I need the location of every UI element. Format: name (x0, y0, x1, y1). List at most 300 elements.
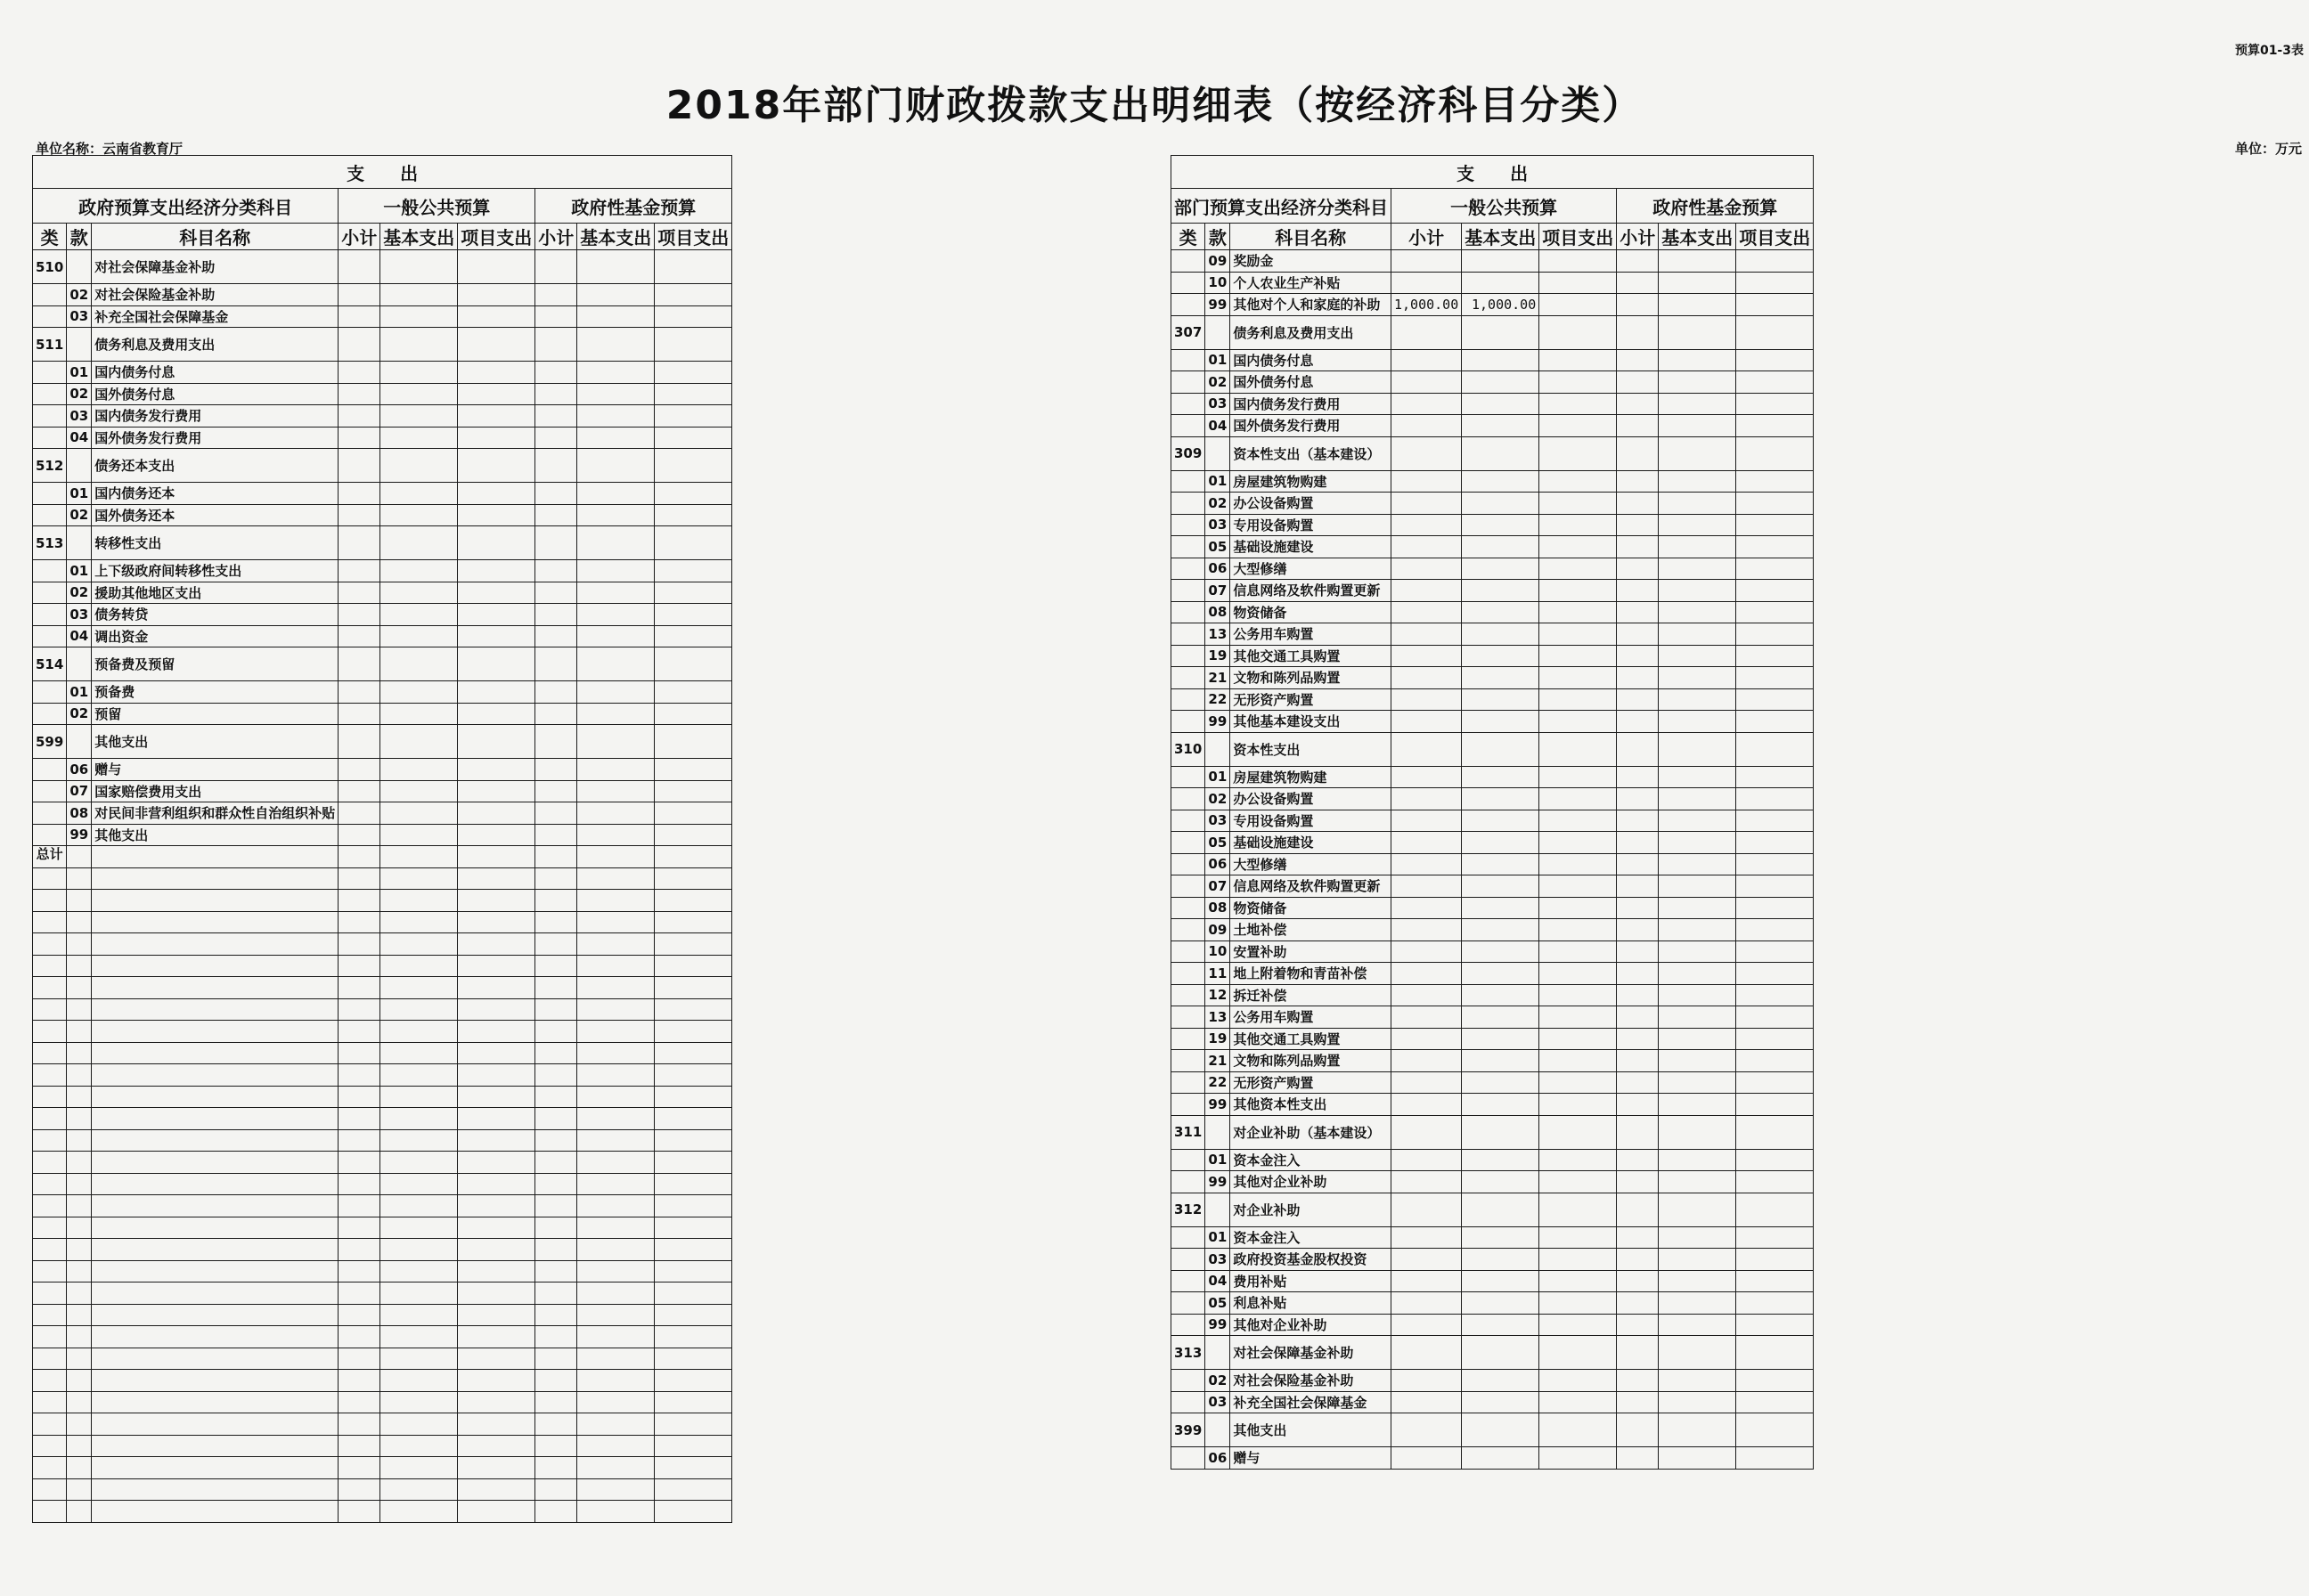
amount-cell (1736, 558, 1814, 580)
amount-cell (1617, 940, 1659, 963)
empty-cell (92, 1370, 339, 1392)
row-subject-name: 个人农业生产补贴 (1230, 272, 1391, 294)
empty-cell (458, 867, 535, 890)
amount-cell (1539, 470, 1617, 493)
empty-cell (535, 1173, 577, 1195)
row-subject-name: 债务利息及费用支出 (1230, 315, 1391, 349)
left-empty-row (33, 1348, 732, 1370)
left-empty-row (33, 1064, 732, 1087)
amount-cell (1736, 1193, 1814, 1226)
amount-cell (1539, 415, 1617, 437)
empty-cell (92, 1042, 339, 1064)
row-subject-name: 房屋建筑物购建 (1230, 766, 1391, 788)
general-subtotal-cell (1391, 766, 1462, 788)
amount-cell (1617, 536, 1659, 558)
general-basic-cell (1462, 1413, 1539, 1447)
row-type-code (1171, 536, 1205, 558)
general-subtotal-cell (1391, 470, 1462, 493)
empty-cell (535, 1435, 577, 1457)
right-table-row (1171, 1193, 1814, 1226)
empty-cell (655, 1064, 732, 1087)
empty-cell (33, 955, 67, 977)
empty-cell (535, 1086, 577, 1108)
row-item-code: 99 (1205, 294, 1230, 316)
left-category-header: 政府预算支出经济分类科目 (33, 189, 339, 224)
right-table-row (1171, 1292, 1814, 1315)
row-item-code: 02 (67, 383, 92, 405)
amount-cell (339, 604, 380, 626)
amount-cell (1617, 1115, 1659, 1149)
amount-cell (380, 305, 458, 328)
empty-cell (577, 1108, 655, 1130)
amount-cell (1539, 667, 1617, 689)
general-basic-cell (1462, 1270, 1539, 1292)
empty-cell (577, 1326, 655, 1348)
empty-cell (92, 1064, 339, 1087)
empty-cell (577, 1021, 655, 1043)
row-subject-name: 对民间非营利组织和群众性自治组织补贴 (92, 802, 339, 825)
amount-cell (1736, 645, 1814, 667)
right-table-row (1171, 875, 1814, 898)
row-subject-name: 国内债务付息 (92, 362, 339, 384)
amount-cell (577, 284, 655, 306)
amount-cell (1539, 853, 1617, 875)
empty-cell (655, 1021, 732, 1043)
row-type-code (1171, 810, 1205, 832)
empty-cell (577, 911, 655, 933)
empty-cell (33, 1457, 67, 1479)
empty-cell (339, 1501, 380, 1523)
row-item-code: 07 (1205, 875, 1230, 898)
empty-cell (380, 846, 458, 868)
general-basic-cell (1462, 984, 1539, 1006)
empty-cell (535, 933, 577, 956)
amount-cell (1659, 1149, 1736, 1171)
row-type-code (33, 780, 67, 802)
general-subtotal-cell (1391, 1336, 1462, 1370)
empty-cell (67, 890, 92, 912)
row-item-code (67, 449, 92, 483)
amount-cell (380, 483, 458, 505)
row-item-code: 02 (1205, 493, 1230, 515)
empty-cell (380, 1021, 458, 1043)
amount-cell (339, 427, 380, 449)
amount-cell (655, 405, 732, 428)
amount-cell (577, 703, 655, 725)
amount-cell (1539, 514, 1617, 536)
empty-cell (577, 1501, 655, 1523)
empty-cell (67, 1413, 92, 1436)
empty-cell (33, 1435, 67, 1457)
right-table-row (1171, 1314, 1814, 1336)
row-type-code (33, 560, 67, 582)
amount-cell (1659, 1094, 1736, 1116)
amount-cell (380, 759, 458, 781)
row-type-code: 311 (1171, 1115, 1205, 1149)
general-basic-cell (1462, 1370, 1539, 1392)
amount-cell (1617, 1292, 1659, 1315)
amount-cell (380, 449, 458, 483)
empty-cell (655, 1129, 732, 1152)
row-type-code (1171, 984, 1205, 1006)
empty-cell (339, 1173, 380, 1195)
amount-cell (535, 604, 577, 626)
row-type-code (1171, 1314, 1205, 1336)
amount-cell (1736, 1447, 1814, 1470)
row-item-code: 02 (67, 504, 92, 526)
amount-cell (1736, 1071, 1814, 1094)
row-subject-name: 大型修缮 (1230, 558, 1391, 580)
amount-cell (339, 526, 380, 560)
empty-cell (380, 1304, 458, 1326)
row-item-code: 01 (1205, 766, 1230, 788)
row-item-code: 12 (1205, 984, 1230, 1006)
empty-cell (92, 1457, 339, 1479)
empty-cell (339, 1086, 380, 1108)
row-type-code (33, 483, 67, 505)
amount-cell (655, 625, 732, 647)
right-col-fund-basic: 基本支出 (1659, 224, 1736, 250)
amount-cell (1659, 1193, 1736, 1226)
amount-cell (1617, 349, 1659, 371)
row-item-code (1205, 1193, 1230, 1226)
row-item-code: 06 (67, 759, 92, 781)
empty-cell (33, 1195, 67, 1217)
amount-cell (1539, 1292, 1617, 1315)
amount-cell (458, 405, 535, 428)
empty-cell (67, 1501, 92, 1523)
amount-cell (1617, 470, 1659, 493)
amount-cell (1617, 601, 1659, 623)
row-subject-name: 奖励金 (1230, 250, 1391, 273)
row-type-code (33, 824, 67, 846)
empty-cell (655, 1435, 732, 1457)
amount-cell (339, 250, 380, 284)
left-empty-row (33, 1217, 732, 1239)
empty-cell (380, 1086, 458, 1108)
amount-cell (1617, 493, 1659, 515)
empty-cell (339, 890, 380, 912)
amount-cell (380, 780, 458, 802)
amount-cell (1539, 1226, 1617, 1249)
empty-cell (67, 1129, 92, 1152)
row-item-code: 01 (1205, 1149, 1230, 1171)
row-subject-name: 办公设备购置 (1230, 493, 1391, 515)
right-table-row (1171, 788, 1814, 810)
amount-cell (1736, 1249, 1814, 1271)
empty-cell (92, 1239, 339, 1261)
row-type-code (33, 504, 67, 526)
amount-cell (577, 582, 655, 604)
general-basic-cell (1462, 1193, 1539, 1226)
empty-cell (577, 1064, 655, 1087)
row-item-code (67, 725, 92, 759)
left-empty-row (33, 1042, 732, 1064)
row-subject-name: 其他交通工具购置 (1230, 645, 1391, 667)
row-type-code (1171, 514, 1205, 536)
amount-cell (339, 284, 380, 306)
row-type-code: 399 (1171, 1413, 1205, 1447)
amount-cell (1617, 667, 1659, 689)
empty-cell (339, 1108, 380, 1130)
row-type-code (33, 427, 67, 449)
amount-cell (1736, 580, 1814, 602)
left-col-item: 款 (67, 224, 92, 250)
amount-cell (1736, 940, 1814, 963)
empty-cell (33, 1173, 67, 1195)
amount-cell (655, 328, 732, 362)
amount-cell (1617, 1094, 1659, 1116)
row-item-code: 01 (1205, 470, 1230, 493)
general-subtotal-cell (1391, 711, 1462, 733)
amount-cell (1617, 1447, 1659, 1470)
left-table-row (33, 625, 732, 647)
left-table-row (33, 504, 732, 526)
amount-cell (380, 802, 458, 825)
left-table-row (33, 604, 732, 626)
right-table-row (1171, 1249, 1814, 1271)
general-basic-cell (1462, 1149, 1539, 1171)
row-item-code (1205, 1413, 1230, 1447)
amount-cell (1659, 688, 1736, 711)
row-subject-name: 转移性支出 (92, 526, 339, 560)
amount-cell (1617, 875, 1659, 898)
empty-cell (33, 890, 67, 912)
row-subject-name: 无形资产购置 (1230, 688, 1391, 711)
right-table-row (1171, 897, 1814, 919)
general-subtotal-cell (1391, 853, 1462, 875)
left-empty-row (33, 1457, 732, 1479)
empty-cell (380, 1152, 458, 1174)
row-item-code: 03 (67, 305, 92, 328)
right-table-row (1171, 601, 1814, 623)
row-subject-name: 预留 (92, 703, 339, 725)
empty-cell (33, 1326, 67, 1348)
row-item-code: 21 (1205, 1050, 1230, 1072)
row-item-code: 01 (67, 362, 92, 384)
empty-cell (655, 1501, 732, 1523)
row-type-code (1171, 558, 1205, 580)
empty-cell (339, 1282, 380, 1305)
amount-cell (1736, 1028, 1814, 1050)
empty-cell (535, 1260, 577, 1282)
amount-cell (655, 504, 732, 526)
row-type-code (33, 305, 67, 328)
empty-cell (577, 867, 655, 890)
amount-cell (1659, 788, 1736, 810)
right-col-fund-project: 项目支出 (1736, 224, 1814, 250)
amount-cell (1539, 1370, 1617, 1392)
right-table-row (1171, 272, 1814, 294)
empty-cell (380, 1326, 458, 1348)
row-subject-name: 物资储备 (1230, 897, 1391, 919)
amount-cell (535, 449, 577, 483)
amount-cell (458, 647, 535, 681)
left-table-row (33, 560, 732, 582)
row-type-code (1171, 393, 1205, 415)
amount-cell (1617, 315, 1659, 349)
row-subject-name: 拆迁补偿 (1230, 984, 1391, 1006)
row-item-code: 05 (1205, 1292, 1230, 1315)
empty-cell (458, 1108, 535, 1130)
amount-cell (339, 824, 380, 846)
amount-cell (1659, 436, 1736, 470)
amount-cell (655, 560, 732, 582)
general-basic-cell (1462, 853, 1539, 875)
general-subtotal-cell (1391, 1149, 1462, 1171)
empty-cell (458, 911, 535, 933)
empty-cell (339, 1021, 380, 1043)
general-basic-cell (1462, 1447, 1539, 1470)
right-table-row (1171, 623, 1814, 646)
left-table-row (33, 362, 732, 384)
amount-cell (1659, 1447, 1736, 1470)
empty-cell (67, 1108, 92, 1130)
amount-cell (1659, 766, 1736, 788)
amount-cell (380, 647, 458, 681)
empty-cell (458, 1304, 535, 1326)
amount-cell (577, 504, 655, 526)
amount-cell (1736, 272, 1814, 294)
amount-cell (380, 604, 458, 626)
empty-cell (33, 1413, 67, 1436)
row-type-code (1171, 1447, 1205, 1470)
left-empty-row (33, 1086, 732, 1108)
empty-cell (339, 1413, 380, 1436)
row-subject-name: 资本金注入 (1230, 1149, 1391, 1171)
amount-cell (1539, 832, 1617, 854)
empty-cell (535, 1042, 577, 1064)
general-basic-cell (1462, 645, 1539, 667)
amount-cell (655, 582, 732, 604)
left-empty-row (33, 1282, 732, 1305)
right-table-row (1171, 1447, 1814, 1470)
right-col-general-subtotal: 小计 (1391, 224, 1462, 250)
empty-cell (339, 1129, 380, 1152)
row-item-code (1205, 315, 1230, 349)
amount-cell (535, 483, 577, 505)
empty-cell (577, 1304, 655, 1326)
amount-cell (1736, 984, 1814, 1006)
amount-cell (1539, 788, 1617, 810)
empty-cell (92, 1086, 339, 1108)
general-subtotal-cell (1391, 1249, 1462, 1271)
empty-cell (92, 867, 339, 890)
row-subject-name: 赠与 (92, 759, 339, 781)
empty-cell (655, 1108, 732, 1130)
amount-cell (1659, 1050, 1736, 1072)
empty-cell (33, 1348, 67, 1370)
row-subject-name: 赠与 (1230, 1447, 1391, 1470)
amount-cell (1539, 250, 1617, 273)
general-basic-cell (1462, 1336, 1539, 1370)
amount-cell (1617, 1193, 1659, 1226)
amount-cell (380, 405, 458, 428)
row-item-code: 03 (1205, 1391, 1230, 1413)
amount-cell (535, 504, 577, 526)
empty-cell (535, 1457, 577, 1479)
amount-cell (535, 780, 577, 802)
right-table-row (1171, 1270, 1814, 1292)
amount-cell (1539, 1336, 1617, 1370)
empty-cell (339, 1239, 380, 1261)
amount-cell (535, 284, 577, 306)
amount-cell (577, 604, 655, 626)
general-basic-cell (1462, 897, 1539, 919)
amount-cell (1659, 514, 1736, 536)
empty-cell (67, 1282, 92, 1305)
left-table-row (33, 427, 732, 449)
empty-cell (655, 1348, 732, 1370)
empty-cell (92, 890, 339, 912)
amount-cell (380, 725, 458, 759)
right-table-row (1171, 688, 1814, 711)
empty-cell (339, 1195, 380, 1217)
right-table-row (1171, 919, 1814, 941)
amount-cell (1659, 1171, 1736, 1193)
row-type-code: 312 (1171, 1193, 1205, 1226)
unit-name-label: 单位名称： (36, 141, 103, 157)
row-type-code (1171, 1292, 1205, 1315)
amount-cell (1736, 875, 1814, 898)
amount-cell (655, 604, 732, 626)
left-empty-row (33, 1435, 732, 1457)
amount-cell (1736, 667, 1814, 689)
amount-cell (1617, 919, 1659, 941)
amount-cell (1539, 558, 1617, 580)
right-table-row (1171, 667, 1814, 689)
right-table-row (1171, 1050, 1814, 1072)
general-subtotal-cell (1391, 1094, 1462, 1116)
amount-cell (1736, 393, 1814, 415)
right-table-row (1171, 832, 1814, 854)
empty-cell (655, 1173, 732, 1195)
right-table-row (1171, 536, 1814, 558)
row-type-code (33, 362, 67, 384)
amount-cell (1659, 1336, 1736, 1370)
amount-cell (1539, 711, 1617, 733)
amount-cell (1539, 984, 1617, 1006)
empty-cell (577, 1348, 655, 1370)
empty-cell (92, 1129, 339, 1152)
amount-cell (339, 725, 380, 759)
general-subtotal-cell (1391, 315, 1462, 349)
empty-cell (655, 867, 732, 890)
amount-cell (1736, 832, 1814, 854)
amount-cell (1617, 788, 1659, 810)
amount-cell (1617, 1370, 1659, 1392)
empty-cell (655, 911, 732, 933)
amount-cell (1539, 623, 1617, 646)
left-general-budget-header: 一般公共预算 (339, 189, 535, 224)
row-type-code (1171, 1006, 1205, 1029)
row-subject-name: 上下级政府间转移性支出 (92, 560, 339, 582)
empty-cell (577, 890, 655, 912)
empty-cell (339, 1217, 380, 1239)
row-item-code: 09 (1205, 919, 1230, 941)
amount-cell (1736, 1006, 1814, 1029)
left-empty-row (33, 955, 732, 977)
amount-cell (339, 449, 380, 483)
row-subject-name: 政府投资基金股权投资 (1230, 1249, 1391, 1271)
empty-cell (577, 998, 655, 1021)
empty-cell (92, 1217, 339, 1239)
empty-cell (380, 1042, 458, 1064)
amount-cell (380, 427, 458, 449)
amount-cell (1539, 436, 1617, 470)
amount-cell (1736, 436, 1814, 470)
amount-cell (458, 250, 535, 284)
